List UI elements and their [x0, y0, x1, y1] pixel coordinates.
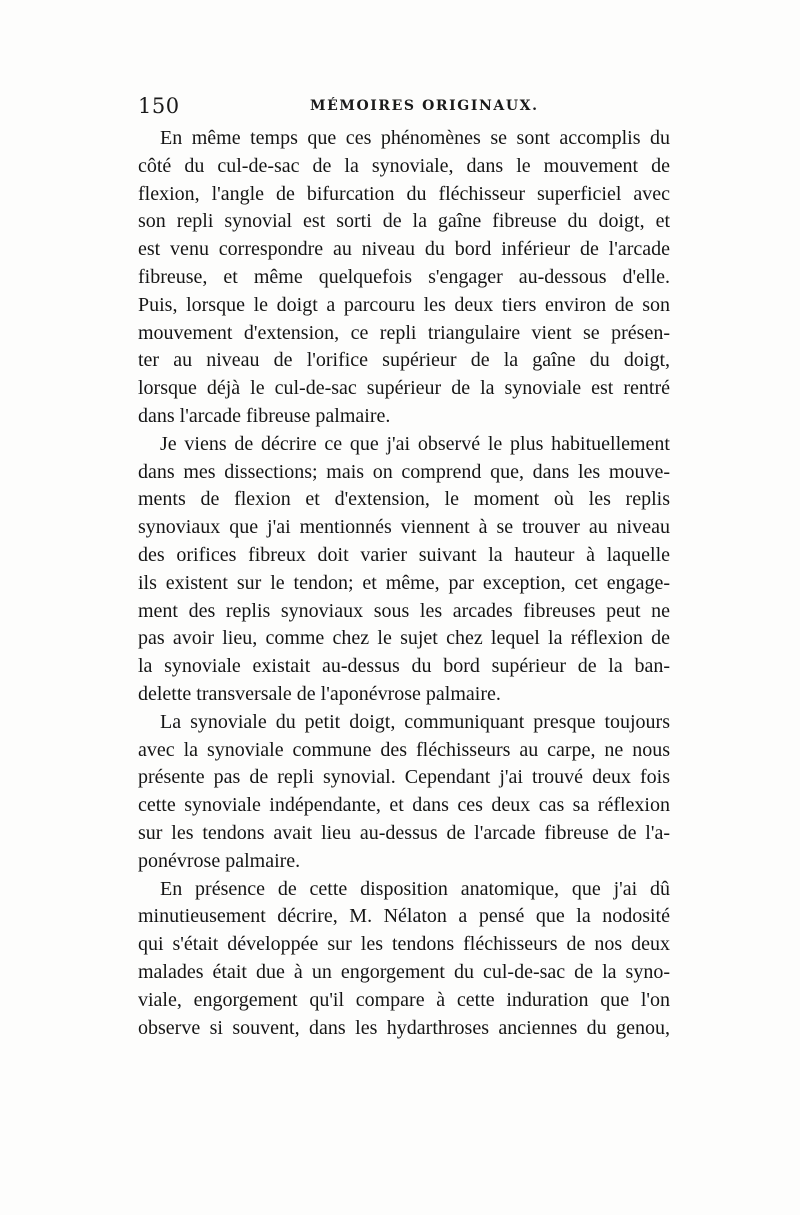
text-line: minutieusement décrire, M. Nélaton a pensé que la nodosité — [138, 905, 670, 928]
text-line: viale, engorgement qu'il compare à cette induration que l'on — [138, 988, 670, 1011]
text-line: En même temps que ces phénomènes se sont accomplis du — [160, 127, 670, 149]
text-line: ment des replis synoviaux sous les arcades fibreuses peut ne — [138, 599, 670, 622]
text-line: avec la synoviale commune des fléchisseurs au carpe, ne nous — [138, 738, 670, 761]
paragraph — [138, 876, 670, 1043]
text-line: ments de flexion et d'extension, le moment où les replis — [138, 488, 670, 511]
text-line: Puis, lorsque le doigt a parcouru les deux tiers environ de son — [138, 293, 670, 316]
running-head — [138, 94, 670, 122]
text-line: observe si souvent, dans les hydarthroses anciennes du genou, — [138, 1016, 670, 1039]
text-line: Je viens de décrire ce que j'ai observé le plus habituellement — [160, 432, 670, 455]
paragraph — [138, 709, 670, 876]
text-line: sur les tendons avait lieu au-dessus de l'arcade fibreuse de l'a- — [138, 821, 670, 844]
text-line: fibreuse, et même quelquefois s'engager au-dessous d'elle. — [138, 265, 670, 288]
text-line: En présence de cette disposition anatomique, que j'ai dû — [160, 877, 670, 900]
text-line: ils existent sur le tendon; et même, par exception, cet engage- — [138, 571, 670, 594]
text-line: delette transversale de l'aponévrose palmaire. — [138, 682, 501, 705]
text-line: mouvement d'extension, ce repli triangulaire vient se présen- — [138, 321, 670, 344]
text-line: cette synoviale indépendante, et dans ces deux cas sa réflexion — [138, 794, 670, 817]
text-line: La synoviale du petit doigt, communiquant presque toujours — [160, 710, 670, 733]
text-line: pas avoir lieu, comme chez le sujet chez lequel la réflexion de — [138, 627, 670, 650]
text-line: la synoviale existait au-dessus du bord supérieur de la ban- — [138, 655, 670, 678]
text-line: présente pas de repli synovial. Cependant j'ai trouvé deux fois — [138, 766, 670, 789]
text-line: flexion, l'angle de bifurcation du fléchisseur superficiel avec — [138, 182, 670, 205]
text-line: lorsque déjà le cul-de-sac supérieur de la synoviale est rentré — [138, 377, 670, 400]
body-text — [138, 125, 670, 1042]
text-line: dans mes dissections; mais on comprend que, dans les mouve- — [138, 460, 670, 483]
page-number: 150 — [138, 94, 180, 118]
paragraph — [138, 125, 670, 431]
text-line: côté du cul-de-sac de la synoviale, dans le mouvement de — [138, 154, 670, 177]
running-title: MÉMOIRES ORIGINAUX. — [310, 98, 539, 114]
text-line: ponévrose palmaire. — [138, 849, 301, 872]
text-line: dans l'arcade fibreuse palmaire. — [138, 404, 391, 427]
text-line: qui s'était développée sur les tendons fléchisseurs de nos deux — [138, 933, 670, 956]
text-line: synoviaux que j'ai mentionnés viennent à se trouver au niveau — [138, 516, 670, 539]
text-line: des orifices fibreux doit varier suivant la hauteur à laquelle — [138, 543, 670, 566]
text-line: ter au niveau de l'orifice supérieur de la gaîne du doigt, — [138, 349, 670, 372]
text-line: est venu correspondre au niveau du bord inférieur de l'arcade — [138, 238, 670, 261]
paragraph — [138, 431, 670, 709]
text-line: son repli synovial est sorti de la gaîne fibreuse du doigt, et — [138, 210, 670, 233]
text-line: malades était due à un engorgement du cul-de-sac de la syno- — [138, 960, 670, 983]
